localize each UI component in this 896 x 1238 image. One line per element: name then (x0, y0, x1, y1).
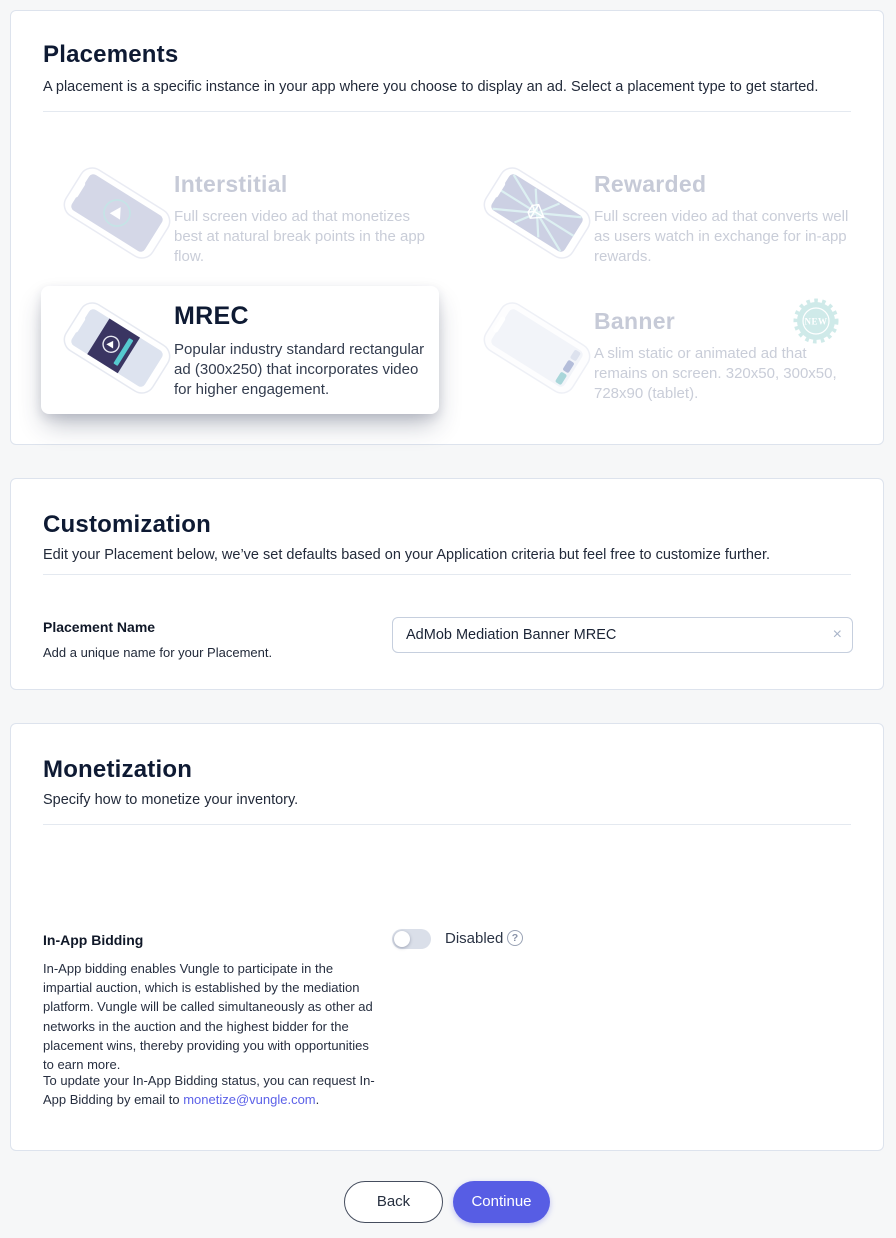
divider (43, 574, 851, 575)
in-app-bidding-note (43, 1071, 381, 1109)
banner-phone-icon (473, 294, 608, 402)
placement-name-field-wrap (392, 617, 853, 653)
in-app-bidding-toggle[interactable] (392, 929, 431, 949)
placement-type-banner[interactable] (461, 286, 865, 426)
monetization-description: Specify how to monetize your inventory. (43, 792, 299, 808)
toggle-knob (394, 931, 410, 947)
mrec-phone-icon (53, 294, 188, 402)
interstitial-description: Full screen video ad that monetizes best at natural break points in the app flow. (174, 208, 426, 265)
interstitial-title: Interstitial (174, 171, 288, 197)
banner-description: A slim static or animated ad that remains on screen. 320x50, 300x50, 728x90 (tablet). (594, 345, 837, 402)
placement-name-input[interactable] (392, 617, 853, 653)
placement-type-mrec-selected[interactable] (41, 286, 439, 414)
back-button[interactable]: Back (344, 1181, 443, 1223)
help-icon[interactable]: ? (507, 930, 523, 946)
placements-section (10, 10, 884, 445)
in-app-bidding-label: In-App Bidding (43, 932, 144, 948)
monetization-section (10, 723, 884, 1151)
customization-section (10, 478, 884, 690)
placement-name-label: Placement Name (43, 619, 156, 635)
mrec-title: MREC (174, 302, 249, 330)
mrec-description: Popular industry standard rectangular ad (300x250) that incorporates video for higher engagement. (174, 341, 425, 398)
placement-type-rewarded[interactable] (461, 151, 865, 286)
divider (43, 824, 851, 825)
monetization-title: Monetization (43, 756, 193, 783)
rewarded-description: Full screen video ad that converts well as users watch in exchange for in-app rewards. (594, 208, 849, 265)
continue-button[interactable]: Continue (453, 1181, 550, 1223)
new-badge (791, 296, 841, 346)
rewarded-title: Rewarded (594, 171, 707, 197)
note-text: To update your In-App Bidding status, you can request In-App Bidding by email to (43, 1073, 375, 1108)
in-app-bidding-status: Disabled (445, 930, 504, 947)
placements-title: Placements (43, 41, 179, 68)
note-suffix: . (315, 1092, 320, 1108)
monetize-email-link[interactable]: monetize@vungle.com (183, 1092, 316, 1108)
svg-text:NEW: NEW (804, 316, 828, 327)
rewarded-phone-icon (473, 159, 608, 267)
placement-type-interstitial[interactable] (41, 151, 441, 276)
placements-description: A placement is a specific instance in your app where you choose to display an ad. Select a placement type to get started. (43, 79, 819, 95)
customization-title: Customization (43, 511, 211, 538)
in-app-bidding-description: In-App bidding enables Vungle to participate in the impartial auction, which is established by the mediation platform. Vungle will be called simultaneously as other ad networks in the auction and the highest bidder for the placement wins, thereby providing you with opportunities to earn more. (43, 961, 373, 1073)
interstitial-phone-icon (53, 159, 188, 267)
banner-title: Banner (594, 308, 676, 334)
clear-input-icon[interactable]: × (832, 626, 842, 643)
placement-name-help: Add a unique name for your Placement. (43, 645, 273, 660)
customization-description: Edit your Placement below, we’ve set defaults based on your Application criteria but feel free to customize further. (43, 547, 771, 563)
divider (43, 111, 851, 112)
